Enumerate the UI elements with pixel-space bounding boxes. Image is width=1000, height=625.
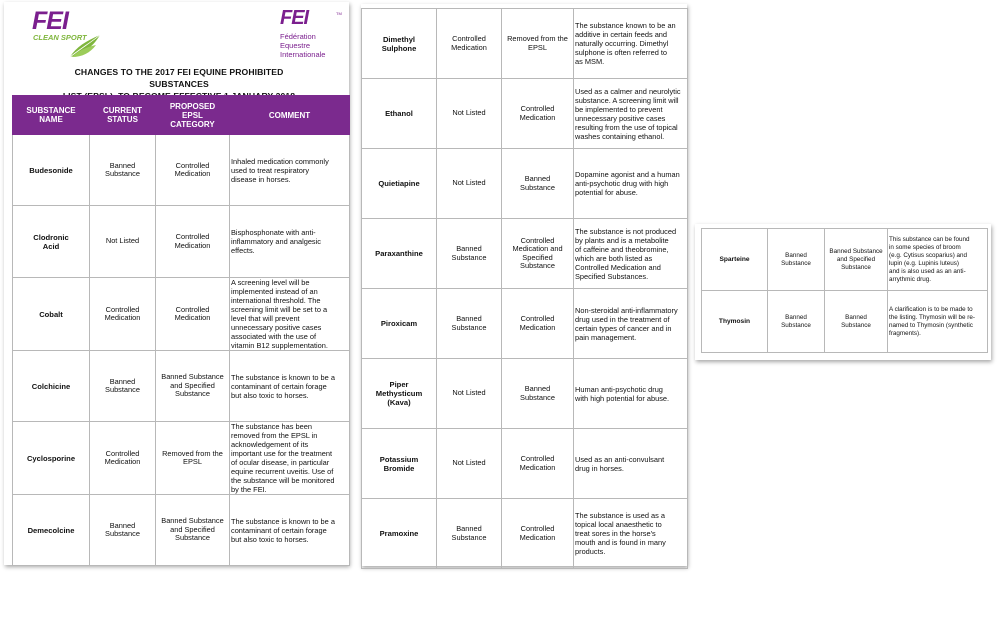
text-line: Human anti-psychotic drug	[575, 384, 663, 394]
substance-name-cell	[13, 206, 90, 278]
text-line: PROPOSED	[169, 101, 216, 111]
text-line: and is also used as an anti-	[889, 267, 966, 275]
text-line: Not Listed	[105, 236, 140, 246]
text-line: Medication	[104, 457, 141, 466]
proposed-category-cell	[825, 229, 888, 291]
text-line: be implemented to prevent	[575, 104, 663, 114]
text-line: drug in horses.	[575, 463, 624, 473]
text-line: Substance	[105, 385, 140, 394]
text-line: washes containing ethanol.	[575, 131, 665, 141]
text-line: Specified	[522, 252, 553, 262]
text-line: EPSL	[182, 110, 203, 120]
text-line: A screening level will be	[231, 278, 310, 287]
proposed-category-cell	[156, 351, 230, 422]
document-page-1	[4, 2, 349, 565]
text-line: Removed from the	[507, 34, 568, 43]
text-line: unnecessary positive cases	[575, 113, 666, 123]
text-line: implemented instead of an	[231, 287, 318, 296]
proposed-category-cell	[156, 278, 230, 351]
substance-name-cell	[362, 79, 437, 149]
proposed-category-cell	[156, 206, 230, 278]
text-line: inflammatory and analgesic	[231, 237, 321, 246]
text-line: The substance has been	[231, 422, 312, 431]
text-line: NAME	[39, 115, 63, 124]
proposed-category-cell	[156, 495, 230, 566]
text-line: Demecolcine	[27, 525, 75, 535]
substance-name-cell	[13, 495, 90, 566]
text-line: topical local anaesthetic to	[575, 520, 662, 529]
federation-line-2: Equestre	[280, 41, 311, 50]
text-line: Controlled	[105, 304, 140, 314]
table-row	[13, 206, 350, 278]
text-line: Clodronic	[33, 232, 69, 242]
text-line: Banned	[109, 160, 136, 170]
comment-cell	[574, 9, 688, 79]
header-comment	[230, 96, 350, 135]
comment-cell	[230, 422, 350, 495]
text-line: Quietiapine	[378, 179, 420, 188]
current-status-cell	[90, 495, 156, 566]
text-line: (e.g. Cytisus scoparius) and	[889, 251, 968, 259]
fei-clean-sport-logo	[32, 7, 102, 55]
text-line: arrythmic drug.	[889, 275, 931, 283]
text-line: (Kava)	[387, 398, 411, 407]
text-line: certain types of cancer and in	[575, 323, 672, 333]
text-line: Paraxanthine	[375, 249, 423, 258]
text-line: sulphone is often referred to	[575, 48, 668, 57]
current-status-cell	[90, 135, 156, 206]
substance-name-cell	[13, 278, 90, 351]
text-line: anti-psychotic drug with high	[575, 179, 669, 188]
substances-table-page-3	[701, 228, 988, 353]
text-line: of caffeine and theobromine,	[575, 244, 669, 254]
text-line: associated with the use of	[231, 332, 317, 341]
text-line: acknowledgement of its	[231, 440, 309, 449]
text-line: Cyclosporine	[26, 453, 76, 463]
text-line: The substance is not produced	[575, 226, 677, 236]
substance-name-cell	[362, 289, 437, 359]
proposed-category-cell	[502, 149, 574, 219]
text-line: Medication	[519, 322, 556, 332]
text-line: Bromide	[383, 463, 415, 473]
text-line: but also toxic to horses.	[231, 534, 309, 544]
text-line: Medication	[519, 532, 556, 542]
text-line: Medication	[174, 313, 211, 322]
text-line: important use for the treatment	[231, 449, 333, 458]
text-line: vitamin B12 supplementation.	[231, 341, 328, 350]
clean-sport-tagline: CLEAN SPORT	[33, 33, 87, 42]
leaf-icon	[68, 33, 102, 59]
text-line: Banned Substance	[161, 516, 224, 526]
proposed-category-cell	[502, 9, 574, 79]
substance-name-cell	[13, 135, 90, 206]
federation-line-1: Fédération	[280, 32, 316, 41]
comment-cell	[888, 291, 988, 353]
text-line: Banned Substance	[161, 372, 224, 382]
text-line: Medication	[174, 169, 211, 178]
comment-cell	[574, 359, 688, 429]
text-line: Controlled	[520, 524, 555, 533]
text-line: Banned	[785, 313, 807, 321]
current-status-cell	[437, 289, 502, 359]
current-status-cell	[437, 429, 502, 499]
text-line: A clarification is to be made to	[889, 305, 973, 313]
text-line: Controlled	[520, 235, 555, 245]
comment-cell	[574, 79, 688, 149]
text-line: in some species of broom	[889, 243, 961, 251]
federation-logo	[278, 7, 346, 63]
text-line: Substance	[451, 532, 487, 542]
text-line: Substance	[105, 169, 140, 178]
table-row	[362, 79, 688, 149]
substance-name-cell	[362, 359, 437, 429]
text-line: by plants and is a metabolite	[575, 235, 669, 245]
text-line: Medication and	[512, 244, 563, 253]
table-row	[362, 149, 688, 219]
text-line: treat sores in the horse's	[575, 529, 656, 538]
table-row	[702, 291, 988, 353]
text-line: pain management.	[575, 332, 637, 342]
text-line: Banned	[845, 313, 867, 321]
text-line: Banned	[524, 174, 551, 183]
table-row	[13, 278, 350, 351]
text-line: Acid	[42, 241, 60, 251]
text-line: Thymosin	[718, 318, 751, 325]
table-row	[362, 359, 688, 429]
text-line: Used as an anti-convulsant	[575, 454, 665, 464]
table-row	[13, 135, 350, 206]
text-line: COMMENT	[268, 110, 311, 120]
table-row	[362, 499, 688, 569]
proposed-category-cell	[502, 79, 574, 149]
text-line: international threshold. The	[231, 296, 321, 305]
substances-table-page-1	[12, 95, 350, 566]
substance-name-cell	[362, 149, 437, 219]
text-line: Banned	[524, 384, 551, 393]
substance-name-cell	[13, 351, 90, 422]
comment-cell	[230, 206, 350, 278]
table-row	[13, 351, 350, 422]
text-line: the listing. Thymosin will be re-	[889, 313, 975, 321]
current-status-cell	[437, 9, 502, 79]
text-line: contaminant of certain forage	[231, 525, 327, 535]
text-line: used to treat respiratory	[231, 165, 310, 175]
text-line: and Specified	[170, 380, 215, 390]
title-line: CHANGES TO THE 2017 FEI EQUINE PROHIBITED SUBSTANCES	[74, 67, 284, 89]
text-line: Substance	[841, 321, 871, 329]
text-line: Colchicine	[31, 381, 71, 391]
comment-cell	[888, 229, 988, 291]
text-line: Controlled	[520, 314, 555, 323]
substance-name-cell	[362, 429, 437, 499]
text-line: EPSL	[183, 457, 202, 466]
text-line: drug used in the treatment of	[575, 314, 670, 324]
header-proposed-category	[156, 96, 230, 135]
text-line: Substance	[520, 261, 555, 270]
text-line: Banned	[109, 376, 136, 386]
table-row	[362, 219, 688, 289]
current-status-cell	[437, 359, 502, 429]
text-line: Controlled	[175, 304, 210, 314]
text-line: additive in certain feeds and	[575, 30, 668, 39]
current-status-cell	[90, 351, 156, 422]
text-line: Controlled	[175, 232, 210, 241]
substances-table-page-2	[361, 8, 688, 569]
text-line: Inhaled medication commonly	[231, 156, 329, 166]
text-line: Cobalt	[39, 309, 63, 319]
text-line: Piper	[389, 380, 409, 389]
text-line: level that will prevent	[231, 314, 300, 323]
text-line: Ethanol	[385, 109, 413, 118]
text-line: unnecessary positive cases	[231, 323, 322, 332]
text-line: substance. A screening limit will	[575, 95, 679, 105]
text-line: Dopamine agonist and a human	[575, 170, 680, 179]
text-line: The substance is known to be a	[231, 516, 335, 526]
text-line: with high potential for abuse.	[575, 393, 670, 403]
table-row	[13, 495, 350, 566]
text-line: The substance known to be an	[575, 21, 676, 30]
text-line: Banned	[456, 524, 482, 533]
comment-cell	[574, 289, 688, 359]
comment-cell	[230, 135, 350, 206]
text-line: Bisphosphonate with anti-	[231, 228, 316, 237]
text-line: Piroxicam	[380, 319, 418, 328]
comment-cell	[230, 278, 350, 351]
text-line: Banned	[456, 244, 482, 253]
table-row	[702, 229, 988, 291]
comment-cell	[230, 495, 350, 566]
text-line: Methysticum	[375, 389, 423, 398]
text-line: Banned	[109, 520, 136, 530]
text-line: Sparteine	[719, 256, 750, 263]
text-line: Not Listed	[452, 108, 486, 118]
text-line: This substance can be found	[889, 235, 970, 243]
text-line: screening limit will be set to a	[231, 305, 328, 314]
text-line: Sulphone	[381, 43, 417, 53]
substance-name-cell	[702, 291, 768, 353]
substance-name-cell	[362, 219, 437, 289]
comment-cell	[574, 149, 688, 219]
text-line: which are both listed as	[575, 253, 653, 263]
text-line: Controlled	[520, 104, 555, 113]
text-line: Controlled	[520, 454, 555, 463]
text-line: by the FEI.	[231, 485, 267, 494]
text-line: Controlled	[105, 448, 140, 458]
proposed-category-cell	[502, 289, 574, 359]
text-line: The substance is known to be a	[231, 372, 335, 382]
proposed-category-cell	[502, 359, 574, 429]
text-line: Substance	[781, 259, 811, 267]
text-line: of ocular disease, in particular	[231, 458, 330, 467]
proposed-category-cell	[825, 291, 888, 353]
text-line: fragments).	[889, 329, 921, 337]
table-row	[362, 429, 688, 499]
text-line: The substance is used as a	[575, 511, 665, 520]
text-line: Controlled Medication and	[575, 262, 661, 272]
text-line: and Specified	[170, 524, 215, 534]
text-line: Not Listed	[452, 458, 486, 468]
trademark: TM	[336, 11, 342, 16]
text-line: Substance	[520, 182, 555, 192]
text-line: Specified Substances.	[575, 271, 649, 281]
table-row	[362, 9, 688, 79]
text-line: Controlled	[175, 160, 210, 170]
text-line: disease in horses.	[231, 174, 291, 184]
text-line: Substance	[451, 252, 487, 262]
comment-cell	[574, 429, 688, 499]
current-status-cell	[90, 278, 156, 351]
proposed-category-cell	[502, 499, 574, 569]
text-line: Banned	[785, 251, 807, 259]
text-line: EPSL	[528, 42, 547, 52]
text-line: mouth and is found in many	[575, 538, 666, 547]
text-line: naturally occurring. Dimethyl	[575, 39, 669, 48]
table-row	[362, 289, 688, 359]
text-line: contaminant of certain forage	[231, 381, 327, 391]
text-line: Potassium	[379, 454, 419, 464]
text-line: Substance	[175, 533, 210, 543]
text-line: Substance	[520, 392, 555, 402]
text-line: removed from the EPSL in	[231, 431, 318, 440]
substance-name-cell	[362, 499, 437, 569]
text-line: Banned	[456, 314, 482, 323]
text-line: named to Thymosin (synthetic	[889, 321, 973, 329]
proposed-category-cell	[502, 219, 574, 289]
text-line: Medication	[519, 462, 556, 472]
text-line: Medication	[519, 112, 556, 122]
current-status-cell	[768, 229, 825, 291]
current-status-cell	[437, 499, 502, 569]
current-status-cell	[768, 291, 825, 353]
text-line: Budesonide	[29, 165, 73, 175]
text-line: lupin (e.g. Lupinis luteus)	[889, 259, 960, 267]
text-line: STATUS	[107, 115, 138, 124]
comment-cell	[574, 219, 688, 289]
text-line: Controlled	[452, 34, 486, 43]
text-line: Removed from the	[162, 448, 223, 458]
federation-line-3: Internationale	[280, 50, 326, 59]
text-line: products.	[575, 547, 606, 556]
table-header-row	[13, 96, 350, 135]
text-line: effects.	[231, 246, 255, 255]
text-line: Banned Substance	[829, 247, 883, 255]
text-line: resulting from the use of topical	[575, 122, 678, 132]
text-line: Dimethyl	[382, 34, 416, 44]
text-line: Not Listed	[452, 388, 486, 398]
text-line: Pramoxine	[379, 529, 419, 538]
text-line: as MSM.	[575, 57, 605, 66]
proposed-category-cell	[502, 429, 574, 499]
text-line: and Specified	[836, 255, 876, 263]
header-current-status	[90, 96, 156, 135]
fei-wordmark: FEI	[32, 7, 68, 35]
text-line: equine recurrent uveitis. Use of	[231, 467, 334, 476]
text-line: the substance will be monitored	[231, 476, 335, 485]
proposed-category-cell	[156, 135, 230, 206]
text-line: Medication	[174, 240, 211, 250]
text-line: Used as a calmer and neurolytic	[575, 86, 681, 96]
text-line: CURRENT	[102, 106, 143, 115]
text-line: SUBSTANCE	[26, 106, 76, 115]
substance-name-cell	[13, 422, 90, 495]
text-line: potential for abuse.	[575, 188, 638, 197]
text-line: Non-steroidal anti-inflammatory	[575, 305, 678, 315]
text-line: Substance	[451, 322, 487, 332]
proposed-category-cell	[156, 422, 230, 495]
current-status-cell	[90, 206, 156, 278]
current-status-cell	[437, 79, 502, 149]
text-line: but also toxic to horses.	[231, 390, 309, 400]
text-line: Substance	[105, 529, 140, 538]
comment-cell	[230, 351, 350, 422]
current-status-cell	[90, 422, 156, 495]
federation-wordmark: FEI	[280, 7, 309, 29]
text-line: Medication	[104, 313, 141, 322]
current-status-cell	[437, 149, 502, 219]
substance-name-cell	[362, 9, 437, 79]
document-page-3	[695, 224, 991, 360]
current-status-cell	[437, 219, 502, 289]
document-page-2	[361, 4, 687, 566]
substance-name-cell	[702, 229, 768, 291]
text-line: Not Listed	[452, 178, 486, 188]
text-line: Substance	[781, 321, 811, 329]
text-line: CATEGORY	[170, 119, 215, 129]
text-line: Medication	[451, 42, 487, 52]
text-line: Substance	[841, 263, 871, 271]
table-row	[13, 422, 350, 495]
text-line: Substance	[175, 389, 210, 399]
comment-cell	[574, 499, 688, 569]
header-substance-name	[13, 96, 90, 135]
